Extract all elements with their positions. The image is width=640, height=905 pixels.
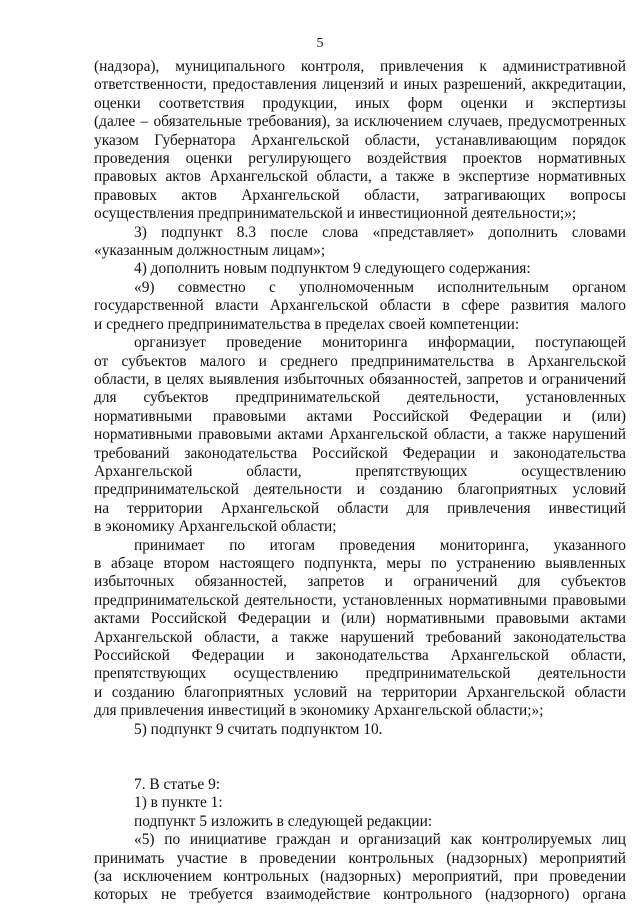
text-line: нормативными правовыми актами Российской Федерации и (или) (94, 407, 626, 425)
text-line: предпринимательской деятельности и созданию благоприятных условий (94, 481, 626, 499)
text-line: предпринимательской деятельности, установленных нормативными правовыми (94, 591, 626, 609)
text-line: «указанным должностным лицам»; (94, 242, 326, 260)
text-line: требований законодательства Российской Федерации и законодательства (94, 444, 626, 462)
text-line: и среднего предпринимательства в пределах своей компетенции: (94, 315, 520, 333)
text-line: «5) по инициативе граждан и организаций как контролируемых лиц (134, 831, 626, 849)
text-line: принимает по итогам проведения мониторинга, указанного (134, 536, 626, 554)
text-line: проведения оценки регулирующего воздействия проектов нормативных (94, 150, 626, 168)
text-line: 1) в пункте 1: (134, 794, 223, 812)
text-line: принимать участие в проведении контрольных (надзорных) мероприятий (94, 849, 626, 867)
text-line: области, в целях выявления избыточных обязанностей, запретов и ограничений (94, 370, 626, 388)
text-line: нормативными правовыми актами Архангельской области, а также нарушений (94, 426, 626, 444)
text-line: государственной власти Архангельской области в сфере развития малого (94, 297, 626, 315)
text-line: препятствующих осуществлению предпринимательской деятельности (94, 665, 626, 683)
text-line: 5) подпункт 9 считать подпунктом 10. (134, 720, 383, 738)
text-line: ответственности, предоставления лицензий и иных разрешений, аккредитации, (94, 76, 626, 94)
text-line: осуществления предпринимательской и инвестиционной деятельности;»; (94, 205, 577, 223)
text-line: «9) совместно с уполномоченным исполнительным органом (134, 278, 626, 296)
text-line: организует проведение мониторинга информации, поступающей (134, 334, 626, 352)
text-line: 3) подпункт 8.3 после слова «представляет» дополнить словами (134, 223, 626, 241)
text-line: Архангельской области, препятствующих осуществлению (94, 462, 626, 480)
text-line: в абзаце втором настоящего подпункта, меры по устранению выявленных (94, 554, 626, 572)
text-line: (далее – обязательные требования), за исключением случаев, предусмотренных (94, 113, 626, 131)
text-line: 4) дополнить новым подпунктом 9 следующего содержания: (134, 260, 531, 278)
text-line: правовых актов Архангельской области, затрагивающих вопросы (94, 186, 626, 204)
text-line: Российской Федерации и законодательства Архангельской области, (94, 647, 626, 664)
text-line: 7. В статье 9: (134, 776, 221, 794)
text-line: Архангельской области, а также нарушений требований законодательства (94, 628, 626, 646)
text-line: (за исключением контрольных (надзорных) мероприятий, при проведении (94, 868, 626, 886)
text-line: для субъектов предпринимательской деятельности, установленных (94, 389, 626, 407)
document-body (94, 58, 626, 905)
text-line: (надзора), муниципального контроля, привлечения к административной (94, 58, 626, 75)
text-line: правовых актов Архангельской области, а также в экспертизе нормативных (94, 168, 626, 186)
text-line: актами Российской Федерации и (или) нормативными правовыми актами (94, 610, 626, 628)
text-line: в экономику Архангельской области; (94, 518, 337, 536)
text-line: от субъектов малого и среднего предпринимательства в Архангельской (94, 352, 626, 370)
text-line: оценки соответствия продукции, иных форм оценки и экспертизы (94, 94, 626, 112)
paragraph-spacer (94, 739, 626, 776)
text-line: избыточных обязанностей, запретов и ограничений для субъектов (94, 573, 626, 591)
text-line: на территории Архангельской области для привлечения инвестиций (94, 499, 626, 517)
text-line: для привлечения инвестиций в экономику Архангельской области;»; (94, 702, 544, 720)
text-line: и созданию благоприятных условий на территории Архангельской области (94, 683, 626, 701)
text-line: подпункт 5 изложить в следующей редакции: (134, 812, 433, 830)
text-line: которых не требуется взаимодействие контрольного (надзорного) органа (94, 886, 626, 904)
text-line: указом Губернатора Архангельской области, устанавливающим порядок (94, 131, 626, 149)
page-number: 5 (316, 36, 324, 51)
